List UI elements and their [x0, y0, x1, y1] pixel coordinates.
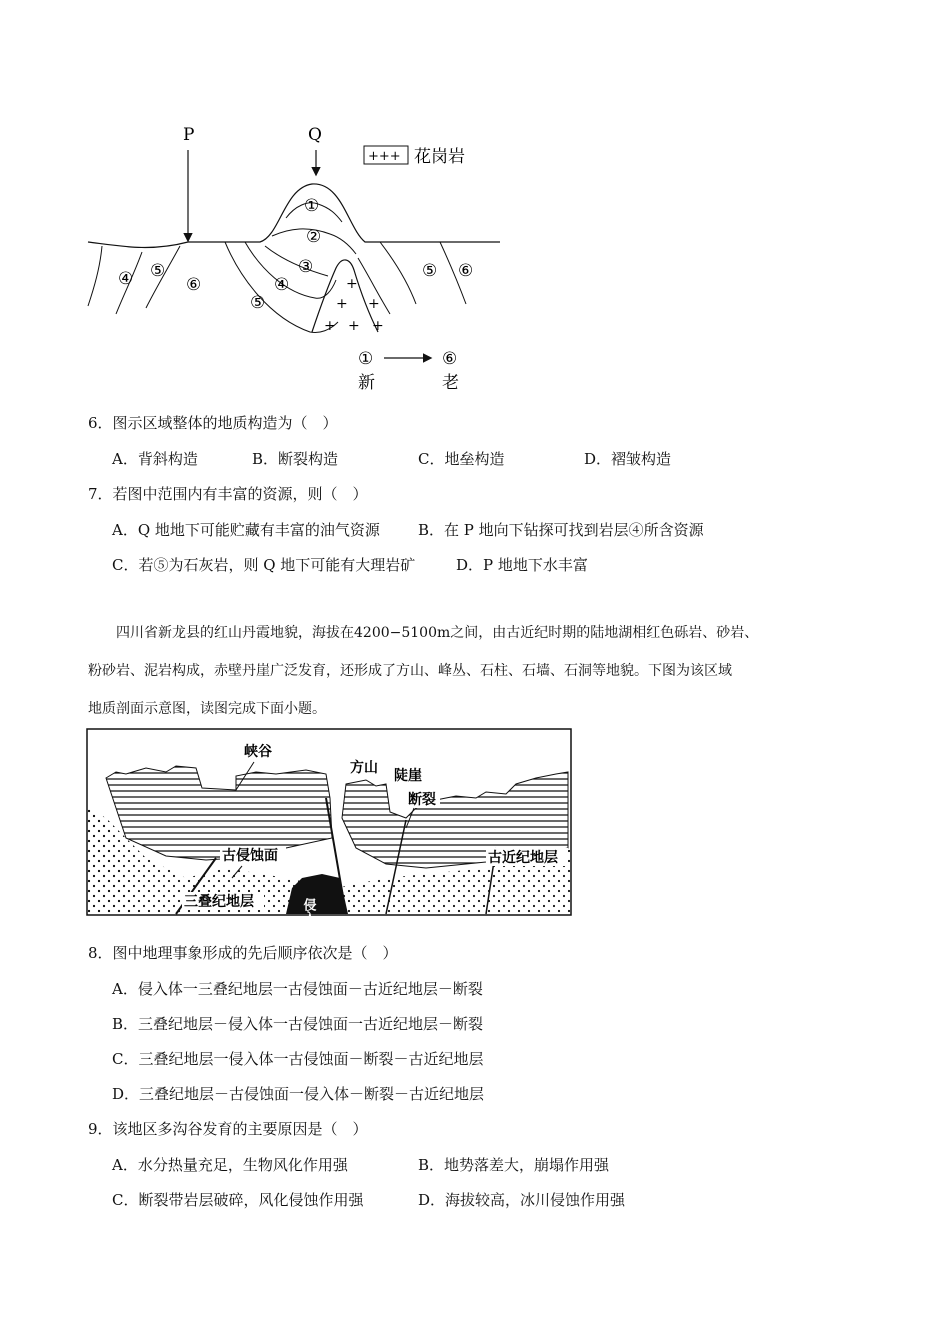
layer-5-right: ⑤ [422, 261, 438, 281]
passage-line-1: 四川省新龙县的红山丹霞地貌，海拔在4200−5100m之间，由古近纪时期的陆地湖相红色砾岩、砂岩、 [116, 625, 759, 641]
q7-option-d[interactable]: D．P 地地下水丰富 [456, 556, 588, 574]
geologic-structure-figure [80, 118, 510, 398]
danxia-cross-section-figure [86, 728, 572, 937]
layer-5-left: ⑤ [150, 261, 166, 281]
q6-option-c[interactable]: C．地垒构造 [418, 450, 505, 468]
label-fault: 断裂 [408, 792, 436, 808]
layer-3: ③ [298, 257, 314, 277]
q9-option-d[interactable]: D．海拔较高，冰川侵蚀作用强 [418, 1191, 626, 1209]
label-canyon: 峡谷 [244, 744, 272, 760]
q7-option-b[interactable]: B．在 P 地向下钻探可找到岩层④所含资源 [418, 521, 704, 539]
question-6-stem: 6．图示区域整体的地质构造为（ ） [88, 414, 338, 432]
q8-option-b[interactable]: B．三叠纪地层－侵入体一古侵蚀面一古近纪地层－断裂 [112, 1015, 484, 1033]
question-9-stem: 9．该地区多沟谷发育的主要原因是（ ） [88, 1120, 368, 1138]
layer-6-left: ⑥ [186, 275, 202, 295]
q9-option-c[interactable]: C．断裂带岩层破碎，风化侵蚀作用强 [112, 1191, 364, 1209]
label-triassic: 三叠纪地层 [184, 894, 254, 910]
label-q: Q [308, 125, 322, 145]
q9-option-b[interactable]: B．地势落差大，崩塌作用强 [418, 1156, 610, 1174]
passage-line-2: 粉砂岩、泥岩构成，赤壁丹崖广泛发育，还形成了方山、峰丛、石柱、石墙、石洞等地貌。下图为该区域 [88, 663, 732, 679]
layer-5-center: ⑤ [250, 293, 266, 313]
svg-text:+: + [324, 318, 336, 334]
question-7-stem: 7．若图中范围内有丰富的资源，则（ ） [88, 485, 368, 503]
question-8-stem: 8．图中地理事象形成的先后顺序依次是（ ） [88, 944, 398, 962]
label-cliff: 陡崖 [394, 768, 422, 784]
svg-text:+: + [348, 318, 360, 334]
layer-4-left: ④ [118, 269, 134, 289]
label-erosion-surface: 古侵蚀面 [222, 848, 278, 864]
q9-option-a[interactable]: A．水分热量充足，生物风化作用强 [112, 1156, 348, 1174]
new-label: 新 [358, 373, 375, 393]
q6-option-a[interactable]: A．背斜构造 [112, 450, 198, 468]
q8-option-a[interactable]: A．侵入体一三叠纪地层一古侵蚀面－古近纪地层－断裂 [112, 980, 483, 998]
svg-text:+: + [336, 296, 348, 312]
layer-4-center: ④ [274, 275, 290, 295]
q8-option-d[interactable]: D．三叠纪地层－古侵蚀面一侵入体－断裂－古近纪地层 [112, 1085, 485, 1103]
layer-2: ② [306, 227, 322, 247]
ground-surface [88, 184, 500, 248]
label-p: P [183, 125, 195, 145]
passage [88, 614, 868, 728]
age-arrow-to: ⑥ [442, 349, 458, 369]
legend-symbol: +++ [368, 149, 401, 164]
q6-option-d[interactable]: D．褶皱构造 [584, 450, 672, 468]
layer-6-right: ⑥ [458, 261, 474, 281]
old-label: 老 [442, 373, 459, 393]
q6-option-b[interactable]: B．断裂构造 [252, 450, 339, 468]
layer-1: ① [304, 196, 320, 216]
svg-text:+: + [372, 318, 384, 334]
passage-line-3: 地质剖面示意图，读图完成下面小题。 [88, 701, 326, 717]
q7-option-a[interactable]: A．Q 地地下可能贮藏有丰富的油气资源 [112, 521, 380, 539]
svg-text:+: + [346, 276, 358, 292]
label-paleogene: 古近纪地层 [488, 850, 558, 866]
q7-option-c[interactable]: C．若⑤为石灰岩，则 Q 地下可能有大理岩矿 [112, 556, 416, 574]
legend-text: 花岗岩 [414, 147, 465, 167]
svg-text:+: + [368, 296, 380, 312]
age-arrow-from: ① [358, 349, 374, 369]
q8-option-c[interactable]: C．三叠纪地层一侵入体一古侵蚀面－断裂－古近纪地层 [112, 1050, 484, 1068]
label-mesa: 方山 [350, 760, 378, 776]
label-intrusion: 侵入体 [300, 898, 316, 937]
